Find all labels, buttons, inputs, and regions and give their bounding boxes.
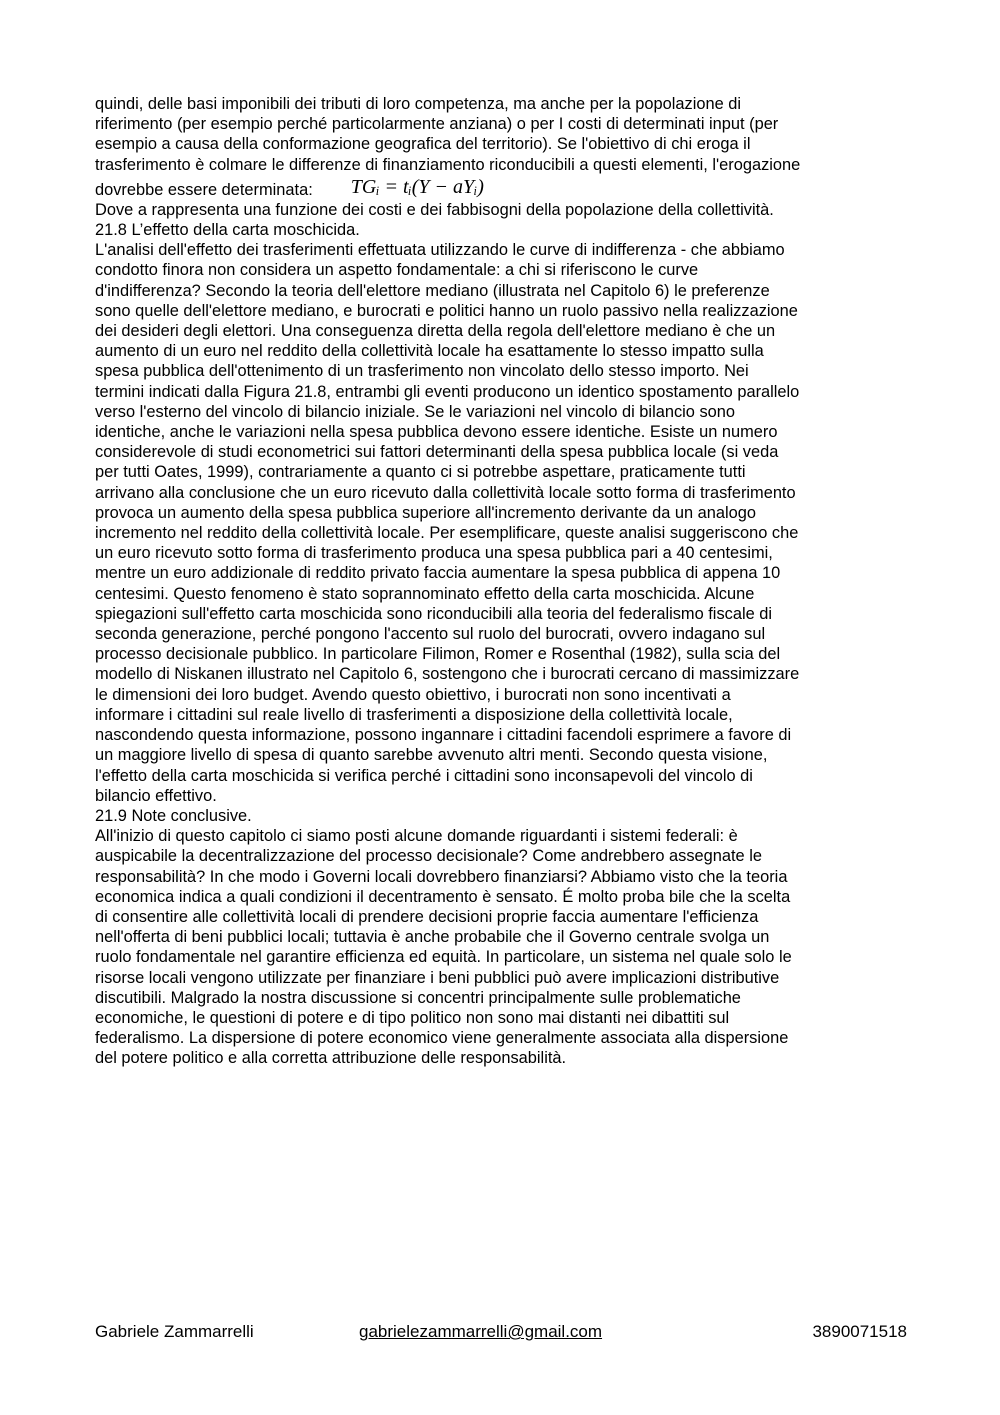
formula-line: [95, 175, 910, 200]
formula-lead-text: dovrebbe essere determinata:: [95, 180, 313, 199]
text-line: incremento nel reddito della collettività locale. Per esemplificare, queste analisi suggeriscono che: [95, 524, 799, 543]
text-line: economica indica a quali condizioni il decentramento è sensato. É molto proba bile che la scelta: [95, 887, 791, 906]
text-line: considerevole di studi econometrici sui fattori determinanti della spesa pubblica locale (si veda: [95, 443, 779, 462]
text-line: ruolo fondamentale nel garantire efficienza ed equità. In particolare, un sistema nel quale solo le: [95, 948, 792, 967]
text-line: un maggiore livello di spesa di quanto sarebbe avvenuto altri menti. Secondo questa visione,: [95, 746, 768, 765]
text-line: provoca un aumento della spesa pubblica superiore all'incremento derivante da un analogo: [95, 503, 757, 522]
text-line: processo decisionale pubblico. In particolare Filimon, Romer e Rosenthal (1982), sulla scia del: [95, 645, 781, 664]
text-line: aumento di un euro nel reddito della collettività locale ha esattamente lo stesso impatto sulla: [95, 342, 764, 361]
text-line: riferimento (per esempio perché particolarmente anziana) o per I costi di determinati input (per: [95, 115, 779, 134]
text-line: modello di Niskanen illustrato nel Capitolo 6, sostengono che i burocrati cercano di massimizzare: [95, 665, 800, 684]
text-line: dei desideri degli elettori. Una conseguenza diretta della regola dell'elettore mediano è che un: [95, 322, 776, 341]
text-line: seconda generazione, perché pongono l'accento sul ruolo del burocrati, ovvero indagano sul: [95, 625, 766, 644]
text-line: verso l'esterno del vincolo di bilancio iniziale. Se le variazioni nel vincolo di bilancio sono: [95, 402, 735, 421]
text-line: 21.8 L’effetto della carta moschicida.: [95, 221, 360, 240]
text-line: spesa pubblica dell'ottenimento di un trasferimento non vincolato dello stesso importo. Nei: [95, 362, 749, 381]
text-line: nascondendo questa informazione, possono ingannare i cittadini facendoli esprimere a favore di: [95, 726, 792, 745]
text-line: responsabilità? In che modo i Governi locali dovrebbero finanziarsi? Abbiamo visto che la teoria: [95, 867, 788, 886]
text-line: mentre un euro addizionale di reddito privato faccia aumentare la spesa pubblica di appena 10: [95, 564, 781, 583]
footer-email-link[interactable]: gabrielezammarrelli@gmail.com: [359, 1322, 603, 1341]
text-line: esempio a causa della conformazione geografica del territorio). Se l'obiettivo di chi eroga il: [95, 135, 751, 154]
text-line: sono quelle dell'elettore mediano, e burocrati e politici hanno un ruolo passivo nella realizzazione: [95, 301, 798, 320]
transfer-formula: TGᵢ = tᵢ(Y − aYᵢ): [350, 175, 484, 198]
text-line: del potere politico e alla corretta attribuzione delle responsabilità.: [95, 1049, 567, 1068]
text-line: quindi, delle basi imponibili dei tributi di loro competenza, ma anche per la popolazione di: [95, 95, 741, 113]
text-line: un euro ricevuto sotto forma di trasferimento produca una spesa pubblica pari a 40 centesimi,: [95, 544, 773, 563]
text-line: d'indifferenza? Secondo la teoria dell'elettore mediano (illustrata nel Capitolo 6) le preferenze: [95, 281, 770, 300]
text-line: All'inizio di questo capitolo ci siamo posti alcune domande riguardanti i sistemi federali: è: [95, 827, 738, 846]
footer-author: Gabriele Zammarrelli: [95, 1322, 254, 1341]
text-line: bilancio effettivo.: [95, 786, 217, 805]
text-line: Dove a rappresenta una funzione dei costi e dei fabbisogni della popolazione della collettività.: [95, 200, 774, 219]
text-line: spiegazioni sull'effetto carta moschicida sono riconducibili alla teoria del federalismo fiscale di: [95, 604, 773, 623]
text-line: economiche, le questioni di potere e di tipo politico non sono mai distanti nei dibattiti sul: [95, 1008, 730, 1027]
footer-phone: 3890071518: [812, 1322, 907, 1341]
paragraph-intro: [95, 94, 910, 175]
text-line: informare i cittadini sul reale livello di trasferimenti a disposizione della collettività locale,: [95, 705, 733, 724]
text-line: identiche, anche le variazioni nella spesa pubblica devono essere identiche. Esiste un numero: [95, 423, 778, 442]
text-line: di consentire alle collettività locali di prendere decisioni proprie faccia aumentare l'efficienza: [95, 907, 759, 926]
text-line: L'analisi dell'effetto dei trasferimenti effettuata utilizzando le curve di indifferenza - che abbiamo: [95, 241, 785, 260]
text-line: federalismo. La dispersione di potere economico viene generalmente associata alla dispersione: [95, 1029, 789, 1048]
text-line: le dimensioni dei loro budget. Avendo questo obiettivo, i burocrati non sono incentivati a: [95, 685, 731, 704]
text-line: centesimi. Questo fenomeno è stato soprannominato effetto della carta moschicida. Alcune: [95, 584, 755, 603]
text-line: arrivano alla conclusione che un euro ricevuto dalla collettività locale sotto forma di trasferimento: [95, 483, 796, 502]
text-line: discutibili. Malgrado la nostra discussione si concentri principalmente sulle problematiche: [95, 988, 741, 1007]
text-line: termini indicati dalla Figura 21.8, entrambi gli eventi producono un identico spostamento parallelo: [95, 382, 800, 401]
text-line: risorse locali vengono utilizzate per finanziare i beni pubblici può avere implicazioni distributive: [95, 968, 780, 987]
text-line: condotto finora non considera un aspetto fondamentale: a chi si riferiscono le curve: [95, 261, 699, 280]
text-line: nell'offerta di beni pubblici locali; tuttavia è anche probabile che il Governo centrale svolga un: [95, 928, 770, 947]
text-line: per tutti Oates, 1999), contrariamente a quanto ci si potrebbe aspettare, praticamente tutti: [95, 463, 746, 482]
text-line: trasferimento è colmare le differenze di finanziamento riconducibili a questi elementi, l'erogazione: [95, 155, 801, 174]
text-line: auspicabile la decentralizzazione del processo decisionale? Come andrebbero assegnate le: [95, 847, 762, 866]
text-line: l'effetto della carta moschicida si verifica perché i cittadini sono inconsapevoli del vincolo di: [95, 766, 753, 785]
text-line: 21.9 Note conclusive.: [95, 806, 252, 825]
paragraph-main: [95, 200, 910, 1069]
document-body: [95, 94, 910, 1069]
